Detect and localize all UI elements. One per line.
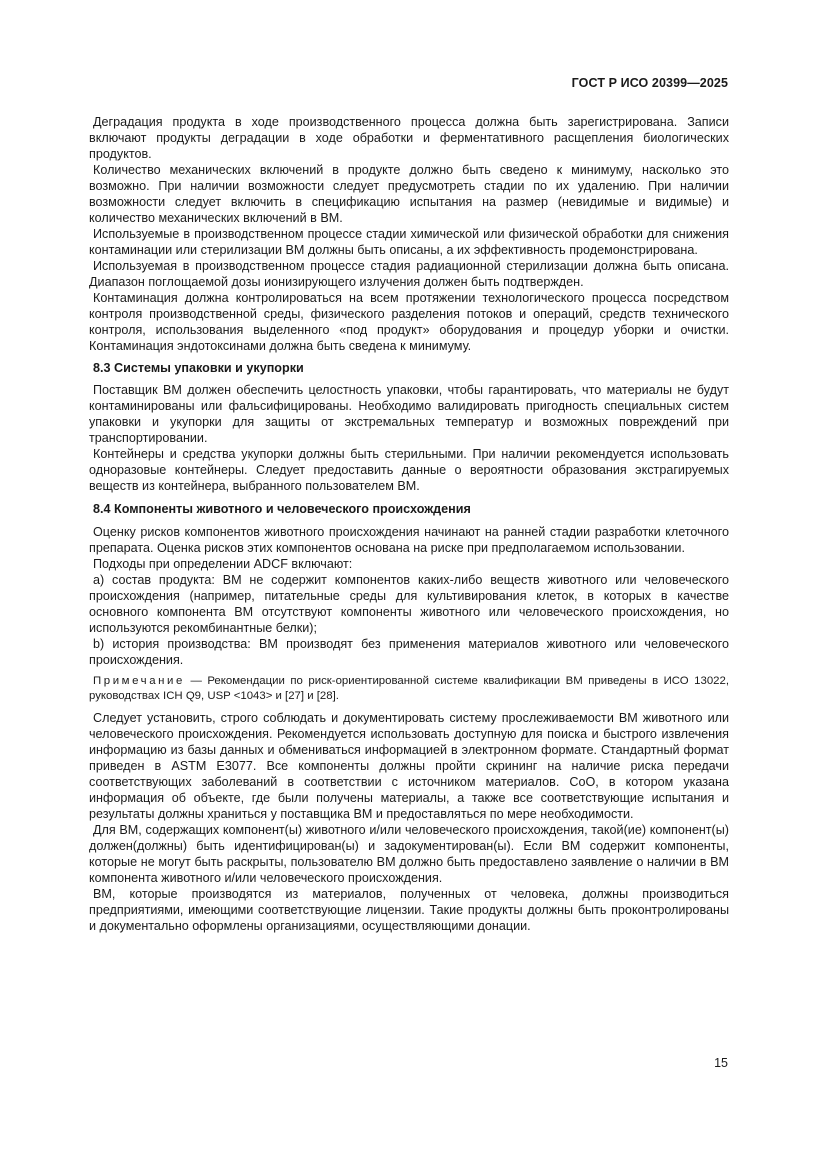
paragraph: ВМ, которые производятся из материалов, полученных от человека, должны производиться предприятиями, имеющими соответствующие лицензии. Такие продукты должны быть проконтролированы и документально оформлены организациями, осуществляющими донации. <box>89 887 729 933</box>
paragraph: Используемая в производственном процессе стадия радиационной стерилизации должна быть описана. Диапазон поглощаемой дозы ионизирующего излучения должен быть подтвержден. <box>89 259 729 289</box>
paragraph: Следует установить, строго соблюдать и документировать систему прослеживаемости ВМ животного или человеческого происхождения. Рекомендуется использовать доступную для поиска и быстрого извлечения информацию из базы данных и обмениваться информацией в электронном формате. Стандартный формат приведен в ASTM E3077. Все компоненты должны пройти скрининг на наличие риска передачи соответствующих заболеваний в соответствии с источником материалов. CoO, в котором указана информация об объекте, где были получены материалы, а также все соответствующие испытания и результаты должны храниться у поставщика ВМ и предоставляться по мере необходимости. <box>89 711 729 821</box>
note-label: Примечание <box>93 675 185 687</box>
paragraph: Оценку рисков компонентов животного происхождения начинают на ранней стадии разработки клеточного препарата. Оценка рисков этих компонентов основана на риске при предполагаемом использовании. <box>89 525 729 555</box>
section-heading-8-3: 8.3 Системы упаковки и укупорки <box>93 361 304 375</box>
page-number: 15 <box>714 1056 728 1070</box>
document-code: ГОСТ Р ИСО 20399—2025 <box>571 76 728 90</box>
paragraph: Контаминация должна контролироваться на всем протяжении технологического процесса посредством контроля производственной среды, физического разделения потоков и операций, средств технического контроля, использования выделенного «под продукт» оборудования и процедур уборки и очистки. Контаминация эндотоксинами должна быть сведена к минимуму. <box>89 291 729 353</box>
paragraph: Используемые в производственном процессе стадии химической или физической обработки для снижения контаминации или стерилизации ВМ должны быть описаны, а их эффективность продемонстрирована. <box>89 227 729 257</box>
section-heading-8-4: 8.4 Компоненты животного и человеческого происхождения <box>93 502 471 516</box>
paragraph: Для ВМ, содержащих компонент(ы) животного и/или человеческого происхождения, такой(ие) компонент(ы) должен(должны) быть идентифицирован(ы) и задокументирован(ы). Если ВМ содержит компоненты, которые не могут быть раскрыты, пользователю ВМ должно быть предоставлено заявление о наличии в ВМ компонента животного и/или человеческого происхождения. <box>89 823 729 885</box>
list-item: а) состав продукта: ВМ не содержит компонентов каких-либо веществ животного или человеческого происхождения (например, питательные среды для культивирования клеток, в которых в качестве основного компонента ВМ отсутствуют компоненты животного или человеческого происхождения, но используются рекомбинантные белки); <box>89 573 729 635</box>
paragraph: Контейнеры и средства укупорки должны быть стерильными. При наличии рекомендуется использовать одноразовые контейнеры. Следует предоставить данные о вероятности образования экстрагируемых веществ из контейнера, выбранного пользователем ВМ. <box>89 447 729 493</box>
page-body <box>89 114 729 934</box>
note-text: — Рекомендации по риск-ориентированной системе квалификации ВМ приведены в ИСО 13022, руководствах ICH Q9, USP <1043> и [27] и [28]. <box>89 675 729 702</box>
paragraph: Деградация продукта в ходе производственного процесса должна быть зарегистрирована. Записи включают продукты деградации в ходе обработки и ферментативного расщепления биологических продуктов. <box>89 115 729 161</box>
list-item: b) история производства: ВМ производят без применения материалов животного или человеческого происхождения. <box>89 637 729 667</box>
note <box>89 674 729 704</box>
paragraph: Количество механических включений в продукте должно быть сведено к минимуму, насколько это возможно. При наличии возможности следует предусмотреть стадии по их удалению. При наличии возможности следует включить в спецификацию испытания на размер (невидимые и видимые) и количество механических включений в ВМ. <box>89 163 729 225</box>
paragraph: Поставщик ВМ должен обеспечить целостность упаковки, чтобы гарантировать, что материалы не будут контаминированы или фальсифицированы. Необходимо валидировать пригодность специальных систем упаковки и укупорки для защиты от экстремальных температур и возможных повреждений при транспортировании. <box>89 383 729 445</box>
paragraph: Подходы при определении ADCF включают: <box>93 557 353 571</box>
